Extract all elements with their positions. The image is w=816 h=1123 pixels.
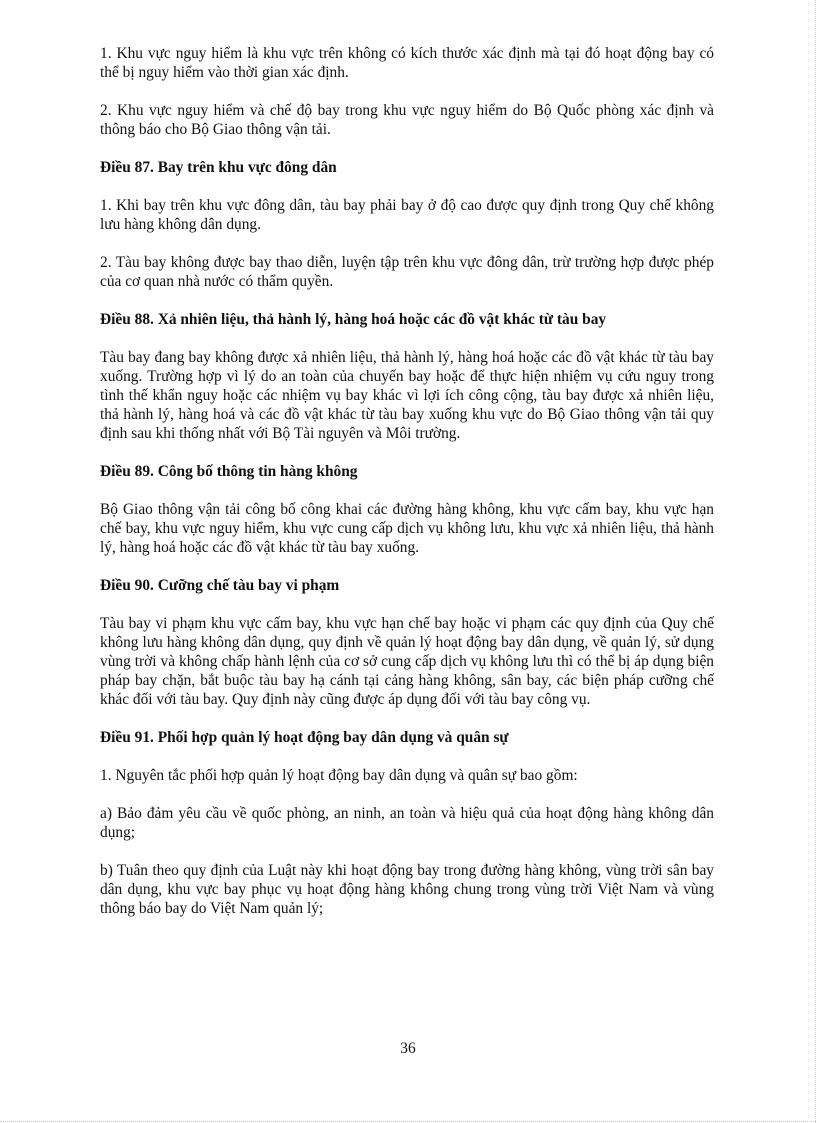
paragraph: a) Bảo đảm yêu cầu về quốc phòng, an ninh, an toàn và hiệu quả của hoạt động hàng không dân dụng;: [100, 805, 714, 841]
article-heading: Điều 87. Bay trên khu vực đông dân: [100, 159, 337, 176]
paragraph: 1. Nguyên tắc phối hợp quản lý hoạt động bay dân dụng và quân sự bao gồm:: [100, 767, 578, 784]
paragraph: Tàu bay vi phạm khu vực cấm bay, khu vực hạn chế bay hoặc vi phạm các quy định của Quy chế không lưu hàng không dân dụng, quy định về quản lý hoạt động bay dân dụng, về quản lý, sử dụng vùng trời và không chấp hành lệnh của cơ sở cung cấp dịch vụ không lưu thì có thể bị áp dụng biện pháp bay chặn, bắt buộc tàu bay hạ cánh tại cảng hàng không, sân bay, các biện pháp cưỡng chế khác đối với tàu bay. Quy định này cũng được áp dụng đối với tàu bay công vụ.: [100, 615, 714, 708]
article-heading: Điều 89. Công bố thông tin hàng không: [100, 463, 358, 480]
page-edge-bottom: [0, 1121, 816, 1122]
paragraph: b) Tuân theo quy định của Luật này khi hoạt động bay trong đường hàng không, vùng trời sân bay dân dụng, khu vực bay phục vụ hoạt động hàng không chung trong vùng trời Việt Nam và vùng thông báo bay do Việt Nam quản lý;: [100, 862, 714, 917]
document-body: [100, 44, 714, 937]
paragraph: 2. Tàu bay không được bay thao diễn, luyện tập trên khu vực đông dân, trừ trường hợp được phép của cơ quan nhà nước có thẩm quyền.: [100, 254, 714, 290]
article-heading: Điều 90. Cưỡng chế tàu bay vi phạm: [100, 577, 340, 594]
paragraph: Tàu bay đang bay không được xả nhiên liệu, thả hành lý, hàng hoá hoặc các đồ vật khác từ tàu bay xuống. Trường hợp vì lý do an toàn của chuyến bay hoặc để thực hiện nhiệm vụ cứu nguy trong tình thế khẩn nguy hoặc các nhiệm vụ bay khác vì lợi ích công cộng, tàu bay được xả nhiên liệu, thả hành lý, hàng hoá và các đồ vật khác từ tàu bay xuống khu vực do Bộ Giao thông vận tải quy định sau khi thống nhất với Bộ Tài nguyên và Môi trường.: [100, 349, 714, 442]
paragraph: 2. Khu vực nguy hiểm và chế độ bay trong khu vực nguy hiểm do Bộ Quốc phòng xác định và thông báo cho Bộ Giao thông vận tải.: [100, 102, 714, 138]
paragraph: Bộ Giao thông vận tải công bố công khai các đường hàng không, khu vực cấm bay, khu vực hạn chế bay, khu vực nguy hiểm, khu vực cung cấp dịch vụ không lưu, khu vực xả nhiên liệu, thả hành lý, hàng hoá hoặc các đồ vật khác từ tàu bay xuống.: [100, 501, 714, 556]
paragraph: 1. Khu vực nguy hiểm là khu vực trên không có kích thước xác định mà tại đó hoạt động bay có thể bị nguy hiểm vào thời gian xác định.: [100, 45, 714, 81]
page-number: 36: [400, 1040, 416, 1057]
paragraph: 1. Khi bay trên khu vực đông dân, tàu bay phải bay ở độ cao được quy định trong Quy chế không lưu hàng không dân dụng.: [100, 197, 714, 233]
article-heading: Điều 91. Phối hợp quản lý hoạt động bay dân dụng và quân sự: [100, 729, 509, 746]
article-heading: Điều 88. Xả nhiên liệu, thả hành lý, hàng hoá hoặc các đồ vật khác từ tàu bay: [100, 311, 607, 328]
